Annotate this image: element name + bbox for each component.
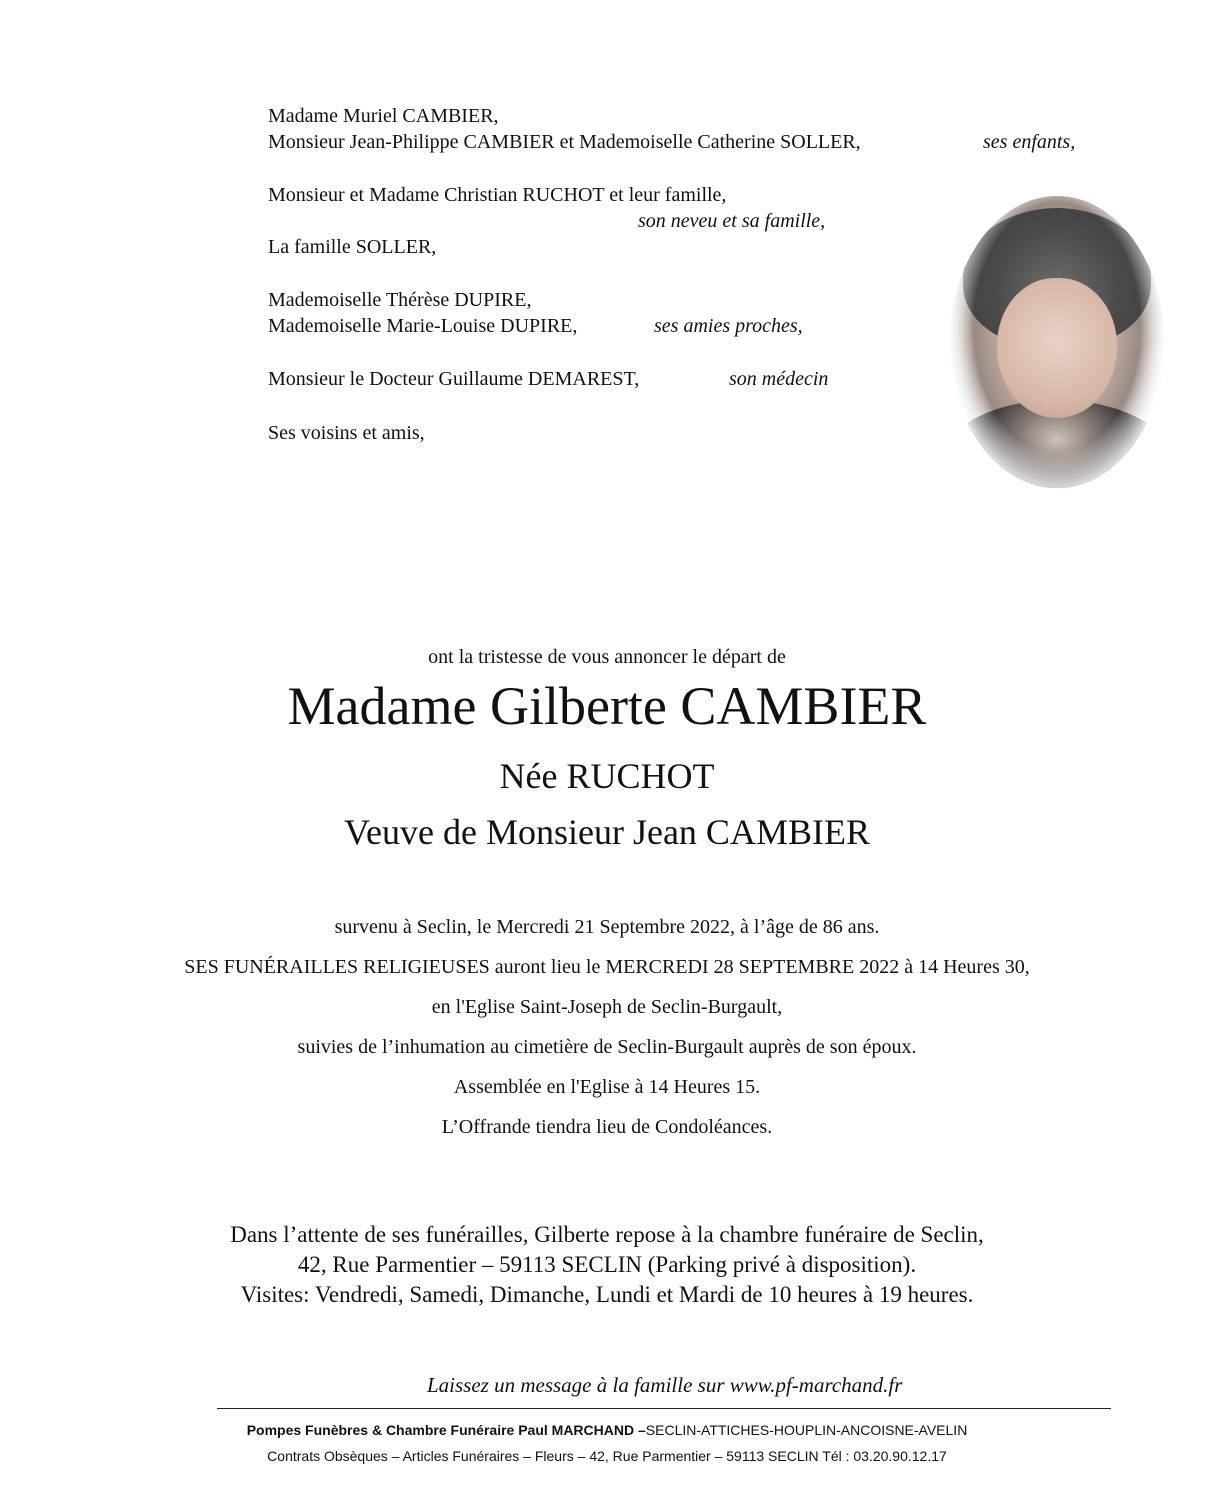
message-link-text: Laissez un message à la famille sur www.pf-marchand.fr (427, 1373, 903, 1397)
detail-survenu: survenu à Seclin, le Mercredi 21 Septembre 2022, à l’âge de 86 ans. (334, 916, 880, 938)
family-line-marie-louise: Mademoiselle Marie-Louise DUPIRE, (268, 315, 578, 337)
footer-company-places: SECLIN-ATTICHES-HOUPLIN-ANCOISNE-AVELIN (645, 1422, 968, 1438)
footer-company (0, 1420, 1214, 1440)
family-line-therese: Mademoiselle Thérèse DUPIRE, (268, 289, 532, 311)
detail-eglise: en l'Eglise Saint-Joseph de Seclin-Burgault, (431, 996, 783, 1018)
family-line-jean-philippe: Monsieur Jean-Philippe CAMBIER et Mademoiselle Catherine SOLLER, (268, 131, 861, 153)
portrait-vignette (950, 196, 1164, 488)
announcement-intro: ont la tristesse de vous annoncer le départ de (428, 646, 786, 668)
repose-line-1: Dans l’attente de ses funérailles, Gilberte repose à la chambre funéraire de Seclin, (230, 1222, 984, 1247)
repose-line-2: 42, Rue Parmentier – 59113 SECLIN (Parking privé à disposition). (297, 1252, 917, 1277)
family-line-muriel: Madame Muriel CAMBIER, (268, 105, 499, 127)
role-medecin: son médecin (729, 368, 829, 390)
family-line-medecin: Monsieur le Docteur Guillaume DEMAREST, (268, 368, 640, 390)
family-line-ruchot: Monsieur et Madame Christian RUCHOT et leur famille, (268, 184, 727, 206)
deceased-portrait (950, 196, 1164, 488)
role-enfants: ses enfants, (983, 131, 1076, 153)
role-amies: ses amies proches, (654, 315, 803, 337)
detail-offrande: L’Offrande tiendra lieu de Condoléances. (441, 1116, 773, 1138)
detail-assemblee: Assemblée en l'Eglise à 14 Heures 15. (453, 1076, 761, 1098)
role-neveu: son neveu et sa famille, (638, 210, 826, 232)
detail-inhumation: suivies de l’inhumation au cimetière de Seclin-Burgault auprès de son époux. (297, 1036, 917, 1058)
repose-line-3: Visites: Vendredi, Samedi, Dimanche, Lundi et Mardi de 10 heures à 19 heures. (240, 1282, 974, 1307)
footer-services: Contrats Obsèques – Articles Funéraires – Fleurs – 42, Rue Parmentier – 59113 SECLIN Tél : 03.20.90.12.17 (267, 1448, 947, 1464)
footer-divider (217, 1408, 1111, 1409)
family-line-voisins: Ses voisins et amis, (268, 422, 425, 444)
family-line-soller: La famille SOLLER, (268, 236, 437, 258)
veuve-line: Veuve de Monsieur Jean CAMBIER (344, 812, 870, 852)
footer-company-name: Pompes Funèbres & Chambre Funéraire Paul MARCHAND – (246, 1422, 646, 1438)
deceased-name: Madame Gilberte CAMBIER (287, 676, 927, 736)
detail-funerailles: SES FUNÉRAILLES RELIGIEUSES auront lieu le MERCREDI 28 SEPTEMBRE 2022 à 14 Heures 30, (184, 956, 1030, 978)
nee-line: Née RUCHOT (499, 756, 715, 796)
